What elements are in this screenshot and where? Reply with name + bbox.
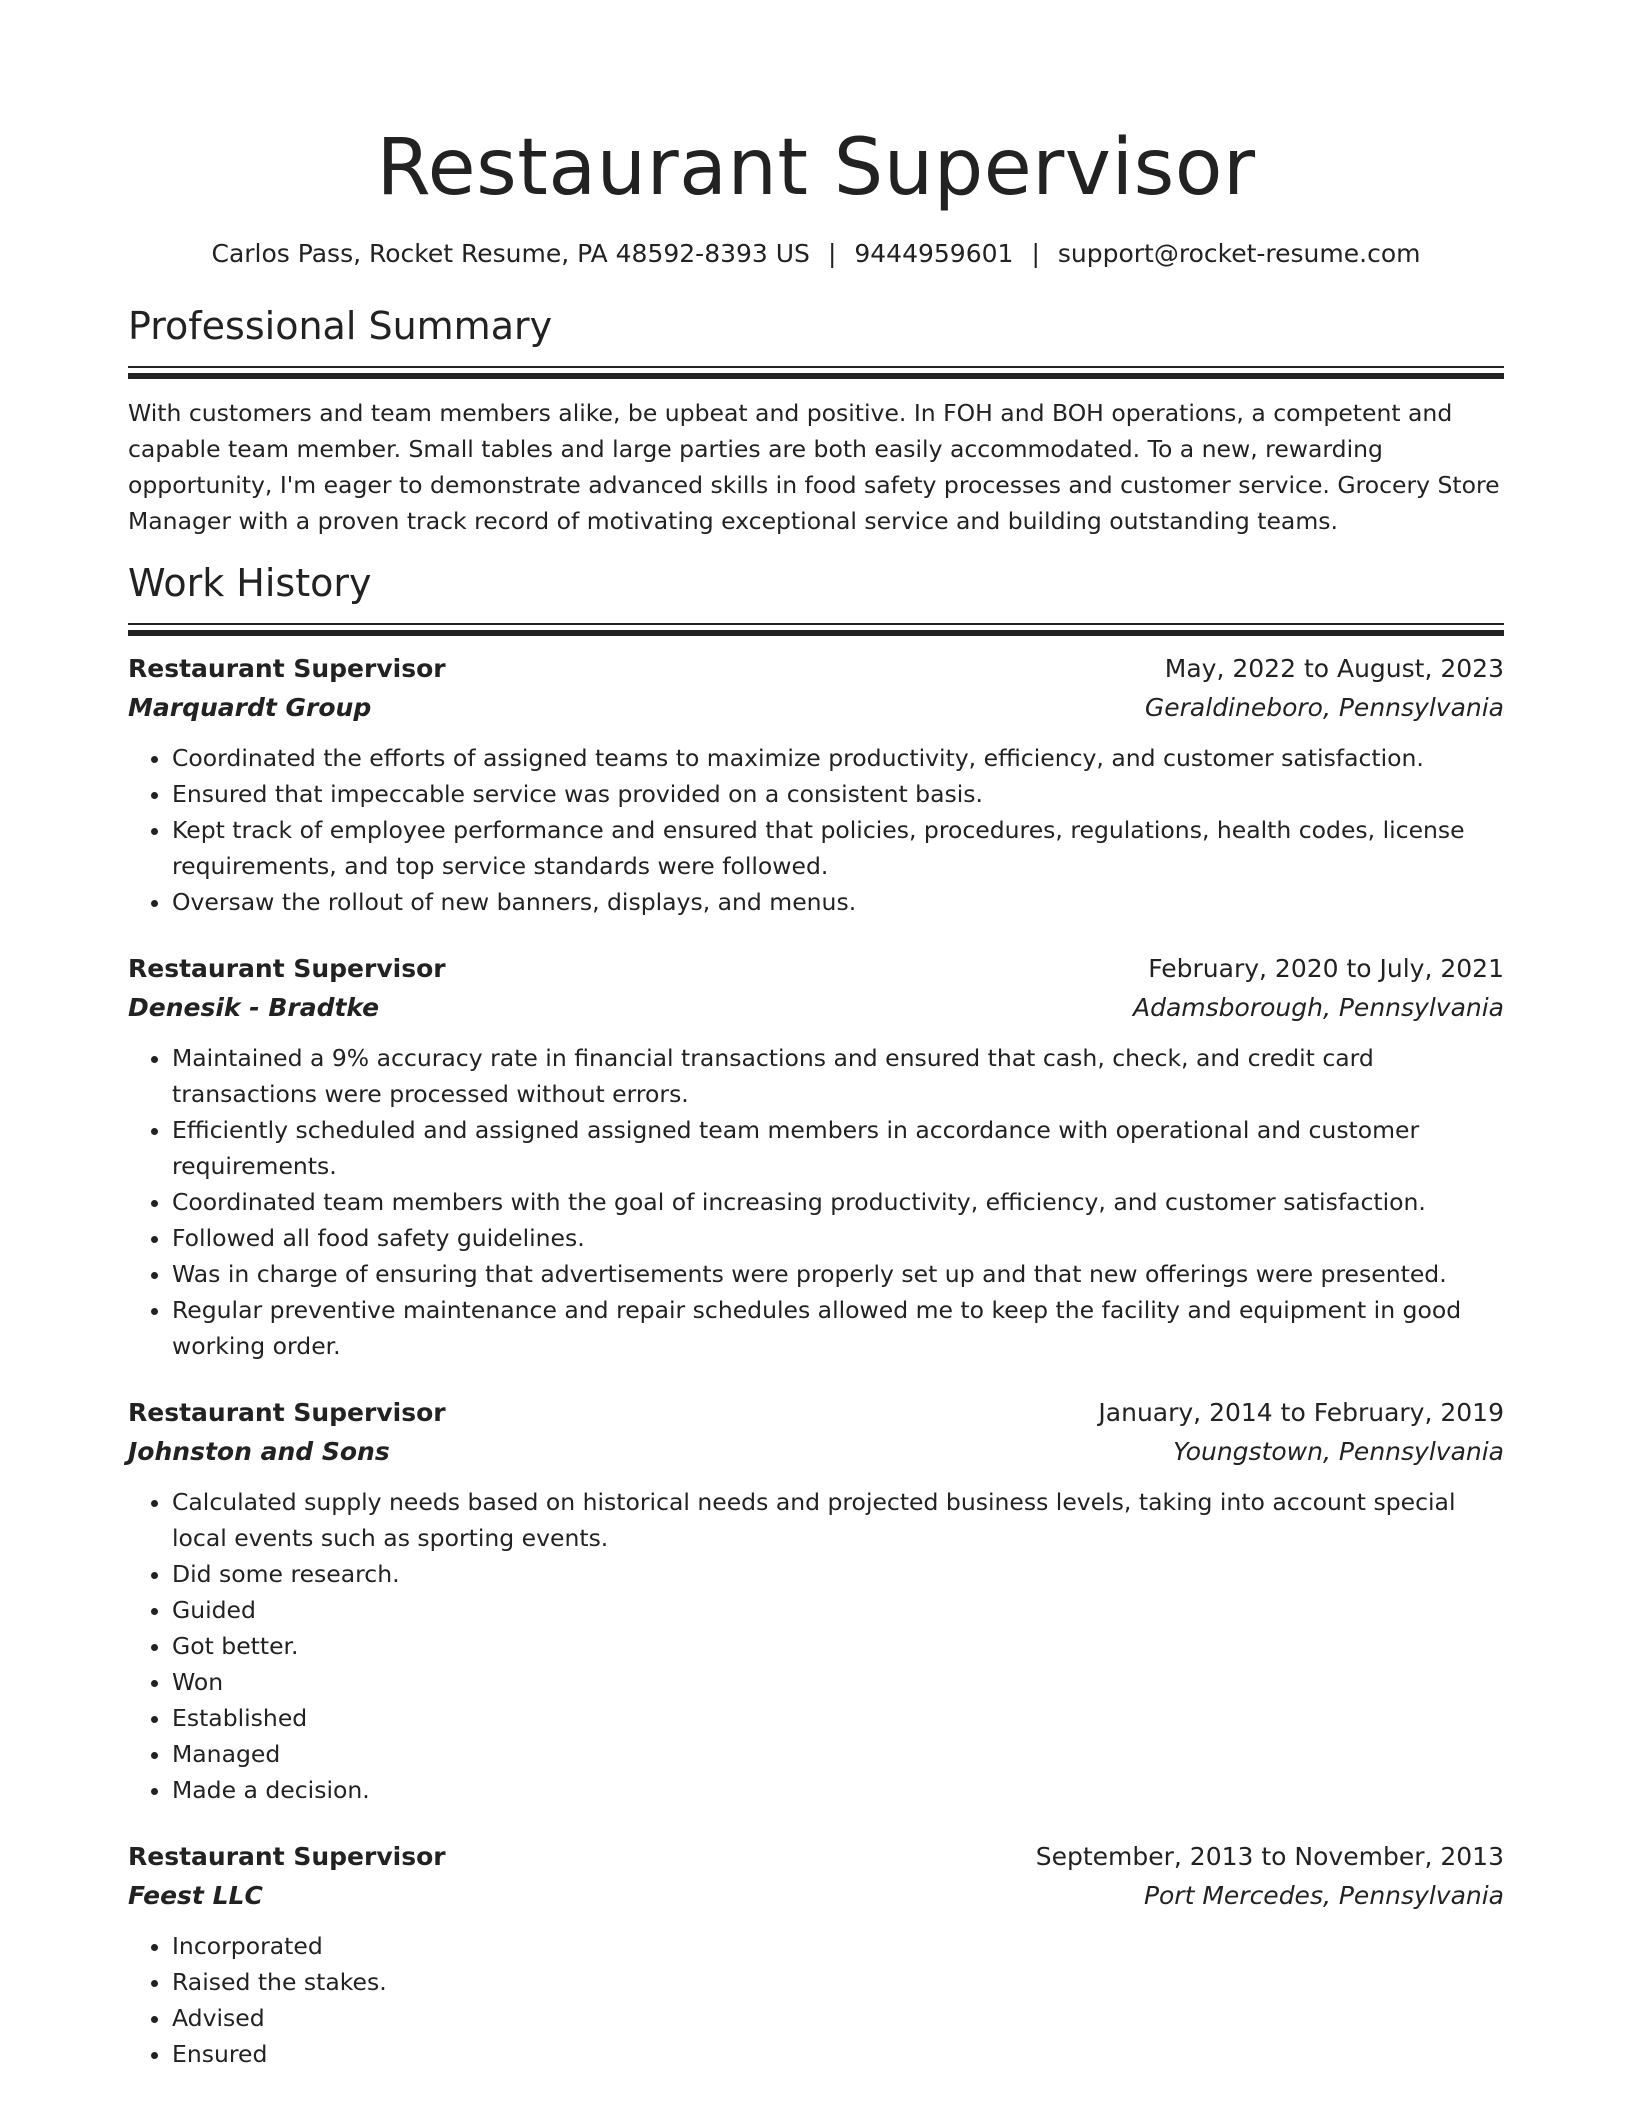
resume-page — [128, 118, 1504, 2072]
job-bullet: • Ensured that impeccable service was provided on a consistent basis. — [172, 776, 1504, 812]
job-bullet-list — [128, 1040, 1504, 1364]
section-divider-thick — [128, 630, 1504, 636]
job-subheader-row — [128, 1432, 1504, 1472]
job-bullet: • Guided — [172, 1592, 1504, 1628]
job-title: Restaurant Supervisor — [128, 1842, 446, 1871]
professional-summary-section — [128, 300, 1504, 539]
contact-separator: | — [827, 239, 837, 268]
job-company: Marquardt Group — [128, 693, 372, 722]
work-history-section — [128, 557, 1504, 2072]
contact-phone: 9444959601 — [854, 239, 1014, 268]
job-dates: January, 2014 to February, 2019 — [1098, 1398, 1504, 1427]
job-header-row — [128, 650, 1504, 688]
job-bullet: • Won — [172, 1664, 1504, 1700]
job-title: Restaurant Supervisor — [128, 954, 446, 983]
contact-separator: | — [1031, 239, 1040, 268]
job-header-row — [128, 1394, 1504, 1432]
job-location: Geraldineboro, Pennsylvania — [1144, 693, 1504, 722]
job-bullet-list — [128, 1484, 1504, 1808]
job-bullet: • Advised — [172, 2000, 1504, 2036]
job-title: Restaurant Supervisor — [128, 654, 446, 683]
job-location: Youngstown, Pennsylvania — [1173, 1437, 1504, 1466]
contact-line — [128, 236, 1504, 272]
job-header-row — [128, 1838, 1504, 1876]
job-bullet: • Raised the stakes. — [172, 1964, 1504, 2000]
job-bullet: • Followed all food safety guidelines. — [172, 1220, 1504, 1256]
job-entry — [128, 650, 1504, 920]
job-bullet-list — [128, 740, 1504, 920]
job-title: Restaurant Supervisor — [128, 1398, 446, 1427]
job-bullet: • Efficiently scheduled and assigned assigned team members in accordance with operational and customer requirements. — [172, 1112, 1504, 1184]
job-bullet: • Coordinated the efforts of assigned teams to maximize productivity, efficiency, and customer satisfaction. — [172, 740, 1504, 776]
job-location: Port Mercedes, Pennsylvania — [1143, 1881, 1504, 1910]
section-divider — [128, 366, 1504, 368]
job-company: Feest LLC — [128, 1881, 263, 1910]
job-dates: September, 2013 to November, 2013 — [1035, 1842, 1504, 1871]
section-divider — [128, 623, 1504, 625]
job-bullet: • Got better. — [172, 1628, 1504, 1664]
job-bullet: • Maintained a 9% accuracy rate in financial transactions and ensured that cash, check, and credit card transactions were processed without errors. — [172, 1040, 1504, 1112]
job-bullet: • Regular preventive maintenance and repair schedules allowed me to keep the facility and equipment in good working order. — [172, 1292, 1504, 1364]
job-company: Johnston and Sons — [128, 1437, 390, 1466]
job-entry — [128, 1838, 1504, 2072]
job-bullet: • Incorporated — [172, 1928, 1504, 1964]
summary-text: With customers and team members alike, be upbeat and positive. In FOH and BOH operations, a competent and capable team member. Small tables and large parties are both easily accommodated. To a new, rewarding opportunity, I'm eager to demonstrate advanced skills in food safety processes and customer service. Grocery Store Manager with a proven track record of motivating exceptional service and building outstanding teams. — [128, 399, 1500, 535]
job-subheader-row — [128, 688, 1504, 728]
contact-address: Carlos Pass, Rocket Resume, PA 48592-8393 US — [211, 239, 810, 268]
job-bullet: • Was in charge of ensuring that advertisements were properly set up and that new offerings were presented. — [172, 1256, 1504, 1292]
job-header-row — [128, 950, 1504, 988]
job-dates: May, 2022 to August, 2023 — [1164, 654, 1504, 683]
job-subheader-row — [128, 1876, 1504, 1916]
section-divider-thick — [128, 373, 1504, 379]
job-company: Denesik - Bradtke — [128, 993, 380, 1022]
job-subheader-row — [128, 988, 1504, 1028]
job-bullet: • Established — [172, 1700, 1504, 1736]
job-bullet: • Oversaw the rollout of new banners, displays, and menus. — [172, 884, 1504, 920]
job-bullet: • Calculated supply needs based on historical needs and projected business levels, taking into account special local events such as sporting events. — [172, 1484, 1504, 1556]
contact-email: support@rocket-resume.com — [1057, 239, 1421, 268]
job-entry — [128, 950, 1504, 1364]
job-entry — [128, 1394, 1504, 1808]
job-bullet: • Kept track of employee performance and ensured that policies, procedures, regulations, health codes, license requirements, and top service standards were followed. — [172, 812, 1504, 884]
page-title: Restaurant Supervisor — [376, 123, 1256, 213]
section-heading-work-history: Work History — [128, 561, 372, 605]
job-bullet: • Coordinated team members with the goal of increasing productivity, efficiency, and customer satisfaction. — [172, 1184, 1504, 1220]
job-bullet: • Ensured — [172, 2036, 1504, 2072]
job-location: Adamsborough, Pennsylvania — [1133, 993, 1504, 1022]
job-bullet: • Managed — [172, 1736, 1504, 1772]
job-bullet: • Did some research. — [172, 1556, 1504, 1592]
job-bullet-list — [128, 1928, 1504, 2072]
section-heading-summary: Professional Summary — [128, 304, 553, 348]
job-bullet: • Made a decision. — [172, 1772, 1504, 1808]
job-dates: February, 2020 to July, 2021 — [1148, 954, 1504, 983]
